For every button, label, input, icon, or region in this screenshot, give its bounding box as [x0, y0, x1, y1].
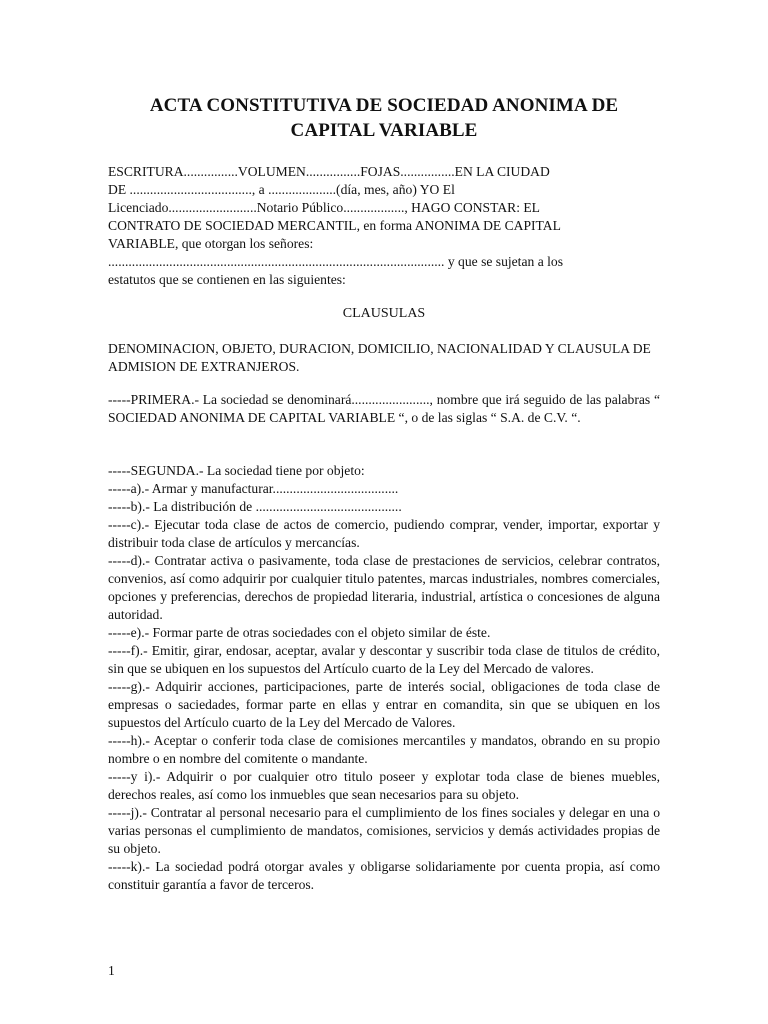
document-title: [108, 93, 660, 143]
clause-item-i: -----y i).- Adquirir o por cualquier otro titulo poseer y explotar toda clase de bienes muebles, derechos reales, así como los inmuebles que sean necesarios para su objeto.: [108, 769, 660, 802]
section-heading: DENOMINACION, OBJETO, DURACION, DOMICILIO, NACIONALIDAD Y CLAUSULA DE ADMISION DE EXTRANJEROS.: [108, 341, 651, 374]
clause-item-a: -----a).- Armar y manufacturar.....................................: [108, 481, 399, 496]
intro-line: VARIABLE, que otorgan los señores:: [108, 236, 314, 251]
clause-segunda: [108, 462, 660, 894]
clause-item-h: -----h).- Aceptar o conferir toda clase de comisiones mercantiles y mandatos, obrando en su propio nombre o en nombre del comitente o mandante.: [108, 733, 660, 766]
page-number: 1: [108, 963, 115, 978]
intro-line: DE ...................................., a ....................(día, mes, año) YO El: [108, 182, 455, 197]
title-line-1: ACTA CONSTITUTIVA DE SOCIEDAD ANONIMA DE: [149, 95, 619, 116]
clause-item-d: -----d).- Contratar activa o pasivamente, toda clase de prestaciones de servicios, celebrar contratos, convenios, así como adquirir por cualquier titulo patentes, marcas industriales, nombres comerciales, opciones y preferencias, derechos de propiedad literaria, industrial, artística o concesiones de alguna autoridad.: [108, 553, 660, 622]
clause-item-j: -----j).- Contratar al personal necesario para el cumplimiento de los fines sociales y delegar en una o varias personas el cumplimiento de mandatos, comisiones, servicios y demás actividades propias de su objeto.: [108, 805, 660, 856]
clause-item-b: -----b).- La distribución de ...........................................: [108, 499, 402, 514]
clause-segunda-heading: -----SEGUNDA.- La sociedad tiene por objeto:: [108, 463, 365, 478]
clause-item-f: -----f).- Emitir, girar, endosar, aceptar, avalar y descontar y suscribir toda clase de titulos de crédito, sin que se ubiquen en los supuestos del Artículo cuarto de la Ley del Mercado de valores.: [108, 643, 660, 676]
clause-item-c: -----c).- Ejecutar toda clase de actos de comercio, pudiendo comprar, vender, importar, exportar y distribuir toda clase de artículos y mercancías.: [108, 517, 660, 550]
intro-line: ESCRITURA................VOLUMEN................FOJAS................EN LA CIUDAD: [108, 164, 550, 179]
title-line-2: CAPITAL VARIABLE: [290, 120, 478, 141]
intro-line: CONTRATO DE SOCIEDAD MERCANTIL, en forma ANONIMA DE CAPITAL: [108, 218, 561, 233]
intro-line: ................................................................................................... y que se sujetan a los: [108, 254, 563, 269]
clause-primera: -----PRIMERA.- La sociedad se denominará......................., nombre que irá seguido de las palabras “ SOCIEDAD ANONIMA DE CAPITAL VARIABLE “, o de las siglas “ S.A. de C.V. “.: [108, 392, 660, 425]
intro-line: estatutos que se contienen en las siguientes:: [108, 272, 346, 287]
clause-item-e: -----e).- Formar parte de otras sociedades con el objeto similar de éste.: [108, 625, 491, 640]
intro-line: Licenciado..........................Notario Público.................., HAGO CONSTAR: EL: [108, 200, 540, 215]
clause-item-k: -----k).- La sociedad podrá otorgar avales y obligarse solidariamente por cuenta propia, así como constituir garantía a favor de terceros.: [108, 859, 660, 892]
clausulas-heading: CLAUSULAS: [342, 306, 426, 321]
clause-item-g: -----g).- Adquirir acciones, participaciones, parte de interés social, obligaciones de toda clase de empresas o saciedades, formar parte en ellas y entrar en comandita, sin que se ubiquen en los supuestos del Artículo cuarto de la Ley del Mercado de Valores.: [108, 679, 660, 730]
intro-paragraph: [108, 163, 660, 289]
